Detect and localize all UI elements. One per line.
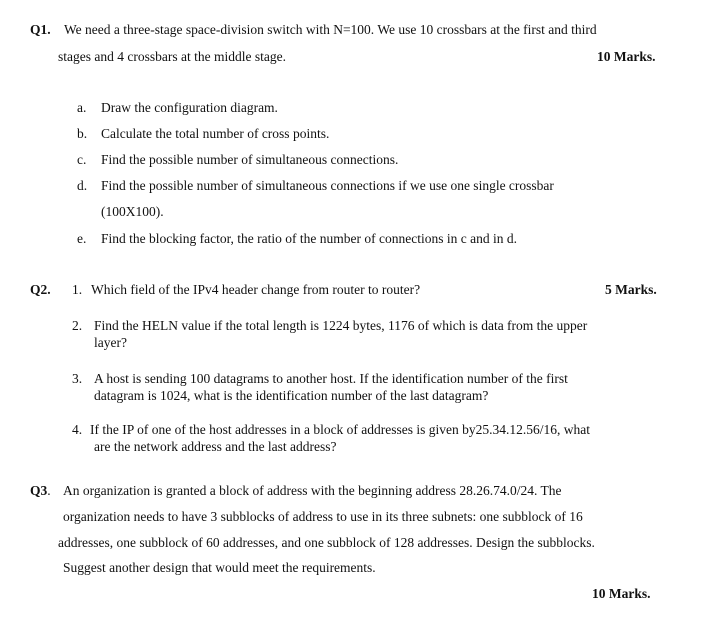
q3-label: Q3. — [30, 483, 51, 498]
q1-label: Q1. — [30, 22, 51, 37]
q2-item-text: Find the HELN value if the total length is 1224 bytes, 1176 of which is data from the upper — [94, 318, 588, 333]
q1-text-line1: We need a three-stage space-division switch with N=100. We use 10 crossbars at the first and third — [64, 22, 597, 37]
q3-line2: organization needs to have 3 subblocks of address to use in its three subnets: one subblock of 16 — [63, 509, 583, 524]
q1-item-text: Find the possible number of simultaneous connections if we use one single crossbar — [101, 178, 554, 193]
q1-marks: 10 Marks. — [597, 49, 656, 64]
q2-item-marker: 2. — [72, 318, 83, 333]
q1-item-marker: d. — [77, 178, 88, 193]
q1-item-marker: b. — [77, 126, 88, 141]
q1-item-text: Draw the configuration diagram. — [101, 100, 278, 115]
q1-item-text: Find the possible number of simultaneous connections. — [101, 152, 399, 167]
q2-item-text-cont: datagram is 1024, what is the identification number of the last datagram? — [94, 388, 489, 403]
q3-line1: An organization is granted a block of address with the beginning address 28.26.74.0/24. The — [63, 483, 562, 498]
q3-marks: 10 Marks. — [592, 586, 651, 601]
q1-item-marker: a. — [77, 100, 87, 115]
q2-item-marker: 4. — [72, 422, 83, 437]
q1-item-marker: e. — [77, 231, 87, 246]
q2-item-text: A host is sending 100 datagrams to another host. If the identification number of the first — [94, 371, 568, 386]
q3-line4: Suggest another design that would meet the requirements. — [63, 560, 376, 575]
q3-line3: addresses, one subblock of 60 addresses, and one subblock of 128 addresses. Design the subblocks. — [58, 535, 595, 550]
q2-marks: 5 Marks. — [605, 282, 657, 297]
q2-item-text: Which field of the IPv4 header change from router to router? — [91, 282, 421, 297]
q1-item-text: Find the blocking factor, the ratio of the number of connections in c and in d. — [101, 231, 517, 246]
q2-item-marker: 3. — [72, 371, 83, 386]
q2-label: Q2. — [30, 282, 51, 297]
q2-item-text-cont: layer? — [94, 335, 127, 350]
q2-item-text-cont: are the network address and the last address? — [94, 439, 337, 454]
q1-item-text: Calculate the total number of cross points. — [101, 126, 330, 141]
q1-text-line2: stages and 4 crossbars at the middle stage. — [58, 49, 286, 64]
q1-item-text-cont: (100X100). — [101, 204, 164, 219]
q2-item-text: If the IP of one of the host addresses in a block of addresses is given by25.34.12.56/16, what — [90, 422, 591, 437]
q2-item-marker: 1. — [72, 282, 83, 297]
q1-item-marker: c. — [77, 152, 87, 167]
